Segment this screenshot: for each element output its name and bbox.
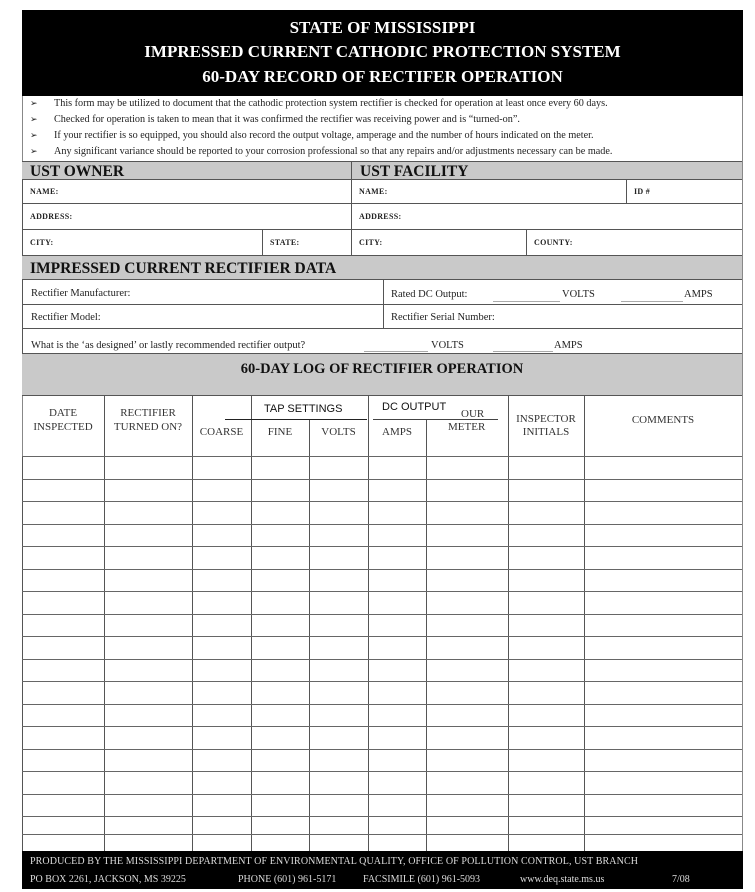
col-hour-meter-label-1: OUR (461, 408, 485, 420)
ust-facility-header (351, 161, 742, 179)
log-cell-amps[interactable] (368, 592, 426, 614)
log-cell-coarse[interactable] (192, 772, 251, 794)
arrow-bullet-icon: ➢ (30, 99, 38, 109)
owner-address-label: ADDRESS: (30, 211, 73, 221)
log-cell-date-inspected[interactable] (22, 592, 104, 614)
designed-volts-blank[interactable] (364, 351, 428, 352)
log-cell-coarse[interactable] (192, 547, 251, 569)
log-cell-comments[interactable] (584, 525, 742, 547)
log-cell-date-inspected[interactable] (22, 615, 104, 637)
log-cell-amps[interactable] (368, 750, 426, 772)
col-date-label-1: DATE (48, 407, 78, 419)
log-cell-inspector-initials[interactable] (508, 615, 584, 637)
log-cell-inspector-initials[interactable] (508, 660, 584, 682)
log-cell-comments[interactable] (584, 682, 742, 704)
ust-owner-heading: UST OWNER (30, 163, 125, 180)
log-row (22, 794, 742, 817)
log-row (22, 479, 742, 502)
log-cell-coarse[interactable] (192, 480, 251, 502)
log-row (22, 591, 742, 614)
tap-settings-rule (225, 419, 367, 420)
log-cell-fine[interactable] (251, 570, 309, 592)
owner-city-label: CITY: (30, 237, 54, 247)
log-cell-comments[interactable] (584, 480, 742, 502)
title-record: 60-DAY RECORD OF RECTIFER OPERATION (202, 67, 563, 86)
log-cell-rectifier-turned-on[interactable] (104, 525, 192, 547)
log-cell-volts[interactable] (309, 502, 368, 524)
log-row (22, 771, 742, 794)
log-cell-rectifier-turned-on[interactable] (104, 835, 192, 852)
log-cell-hour-meter[interactable] (426, 480, 508, 502)
log-cell-volts[interactable] (309, 457, 368, 479)
log-cell-hour-meter[interactable] (426, 705, 508, 727)
owner-state-label: STATE: (270, 237, 300, 247)
instruction-item (22, 96, 742, 112)
log-row (22, 569, 742, 592)
col-inspector-label-2: INITIALS (522, 426, 570, 438)
log-cell-comments[interactable] (584, 592, 742, 614)
log-row (22, 614, 742, 637)
log-cell-inspector-initials[interactable] (508, 750, 584, 772)
log-cell-comments[interactable] (584, 705, 742, 727)
log-cell-volts[interactable] (309, 835, 368, 852)
designed-output-field[interactable] (22, 328, 742, 353)
log-row (22, 636, 742, 659)
rated-dc-output-label: Rated DC Output: (391, 289, 468, 300)
log-cell-rectifier-turned-on[interactable] (104, 457, 192, 479)
log-cell-hour-meter[interactable] (426, 750, 508, 772)
col-amps-label: AMPS (382, 426, 412, 438)
arrow-bullet-icon: ➢ (30, 147, 38, 157)
log-cell-date-inspected[interactable] (22, 750, 104, 772)
log-cell-date-inspected[interactable] (22, 795, 104, 817)
log-cell-hour-meter[interactable] (426, 835, 508, 852)
owner-name-label: NAME: (30, 186, 59, 196)
title-state: STATE OF MISSISSIPPI (289, 18, 476, 37)
log-cell-hour-meter[interactable] (426, 817, 508, 834)
log-cell-coarse[interactable] (192, 592, 251, 614)
log-cell-fine[interactable] (251, 772, 309, 794)
footer-website[interactable]: www.deq.state.ms.us (520, 874, 605, 885)
log-cell-amps[interactable] (368, 772, 426, 794)
instruction-item (22, 144, 742, 160)
facility-name-label: NAME: (359, 186, 388, 196)
log-cell-fine[interactable] (251, 457, 309, 479)
log-cell-date-inspected[interactable] (22, 660, 104, 682)
rectifier-model-field[interactable] (22, 304, 383, 328)
log-cell-hour-meter[interactable] (426, 772, 508, 794)
log-cell-volts[interactable] (309, 705, 368, 727)
log-cell-date-inspected[interactable] (22, 817, 104, 834)
owner-state-field[interactable] (262, 229, 351, 255)
footer-produced-by: PRODUCED BY THE MISSISSIPPI DEPARTMENT OF ENVIRONMENTAL QUALITY, OFFICE OF POLLUTION CONTROL, UST BRANCH (30, 856, 639, 867)
rated-amps-blank[interactable] (621, 301, 683, 302)
log-cell-comments[interactable] (584, 772, 742, 794)
col-hour-meter-label-2: METER (448, 421, 486, 433)
log-cell-fine[interactable] (251, 525, 309, 547)
log-cell-volts[interactable] (309, 547, 368, 569)
log-cell-comments[interactable] (584, 502, 742, 524)
log-cell-coarse[interactable] (192, 750, 251, 772)
rated-amps-unit: AMPS (684, 289, 713, 300)
log-cell-hour-meter[interactable] (426, 637, 508, 659)
log-cell-coarse[interactable] (192, 637, 251, 659)
log-cell-rectifier-turned-on[interactable] (104, 682, 192, 704)
log-cell-date-inspected[interactable] (22, 480, 104, 502)
log-cell-hour-meter[interactable] (426, 727, 508, 749)
log-cell-comments[interactable] (584, 727, 742, 749)
rule-line (309, 419, 310, 457)
facility-county-label: COUNTY: (534, 237, 573, 247)
instruction-text: Checked for operation is taken to mean that it was confirmed the rectifier was receiving power and is “turned-on”. (54, 114, 520, 125)
log-cell-rectifier-turned-on[interactable] (104, 637, 192, 659)
col-turned-on-label-2: TURNED ON? (113, 421, 183, 433)
col-volts-label: VOLTS (321, 426, 356, 438)
log-cell-coarse[interactable] (192, 817, 251, 834)
owner-address-field[interactable] (22, 203, 351, 229)
ust-owner-header (22, 161, 351, 179)
log-cell-coarse[interactable] (192, 457, 251, 479)
log-cell-coarse[interactable] (192, 615, 251, 637)
col-comments-label: COMMENTS (631, 414, 695, 426)
log-cell-inspector-initials[interactable] (508, 795, 584, 817)
facility-address-field[interactable] (351, 203, 742, 229)
instruction-item (22, 128, 742, 144)
log-cell-fine[interactable] (251, 480, 309, 502)
designed-volts-unit: VOLTS (431, 340, 464, 351)
log-cell-date-inspected[interactable] (22, 637, 104, 659)
log-cell-fine[interactable] (251, 727, 309, 749)
log-row (22, 816, 742, 834)
log-cell-hour-meter[interactable] (426, 525, 508, 547)
dc-output-label: DC OUTPUT (382, 401, 447, 413)
rule-line (426, 419, 427, 457)
facility-address-label: ADDRESS: (359, 211, 402, 221)
owner-city-field[interactable] (22, 229, 262, 255)
log-cell-fine[interactable] (251, 592, 309, 614)
col-turned-on-label-1: RECTIFIER (120, 407, 176, 419)
log-row (22, 501, 742, 524)
log-cell-inspector-initials[interactable] (508, 480, 584, 502)
log-cell-amps[interactable] (368, 480, 426, 502)
rectifier-manufacturer-label: Rectifier Manufacturer: (31, 288, 131, 299)
log-cell-amps[interactable] (368, 835, 426, 852)
log-cell-date-inspected[interactable] (22, 772, 104, 794)
log-cell-amps[interactable] (368, 660, 426, 682)
log-cell-volts[interactable] (309, 727, 368, 749)
footer-revision: 7/08 (672, 874, 690, 885)
log-cell-fine[interactable] (251, 615, 309, 637)
log-cell-fine[interactable] (251, 750, 309, 772)
col-coarse-label: COARSE (199, 426, 244, 438)
rated-volts-blank[interactable] (493, 301, 560, 302)
log-cell-comments[interactable] (584, 547, 742, 569)
log-cell-volts[interactable] (309, 592, 368, 614)
designed-amps-unit: AMPS (554, 340, 583, 351)
log-cell-volts[interactable] (309, 660, 368, 682)
log-cell-amps[interactable] (368, 457, 426, 479)
log-cell-rectifier-turned-on[interactable] (104, 750, 192, 772)
log-cell-hour-meter[interactable] (426, 592, 508, 614)
instruction-text: Any significant variance should be reported to your corrosion professional so that any repairs and/or adjustments necessary can be made. (54, 146, 613, 157)
log-cell-inspector-initials[interactable] (508, 705, 584, 727)
log-cell-inspector-initials[interactable] (508, 727, 584, 749)
log-cell-hour-meter[interactable] (426, 682, 508, 704)
log-column-headers (22, 395, 742, 456)
log-cell-inspector-initials[interactable] (508, 547, 584, 569)
log-cell-fine[interactable] (251, 660, 309, 682)
log-cell-amps[interactable] (368, 615, 426, 637)
log-cell-coarse[interactable] (192, 660, 251, 682)
log-cell-hour-meter[interactable] (426, 795, 508, 817)
log-cell-inspector-initials[interactable] (508, 592, 584, 614)
rule-line (584, 396, 585, 457)
footer (22, 851, 743, 889)
log-cell-amps[interactable] (368, 795, 426, 817)
designed-amps-blank[interactable] (493, 351, 553, 352)
rectifier-serial-label: Rectifier Serial Number: (391, 312, 495, 323)
log-cell-inspector-initials[interactable] (508, 570, 584, 592)
log-cell-hour-meter[interactable] (426, 570, 508, 592)
arrow-bullet-icon: ➢ (30, 131, 38, 141)
log-cell-comments[interactable] (584, 795, 742, 817)
facility-id-field[interactable] (626, 179, 742, 203)
title-system: IMPRESSED CURRENT CATHODIC PROTECTION SYSTEM (144, 42, 621, 61)
facility-id-label: ID # (634, 186, 651, 196)
log-cell-fine[interactable] (251, 637, 309, 659)
log-cell-rectifier-turned-on[interactable] (104, 772, 192, 794)
log-cell-comments[interactable] (584, 750, 742, 772)
log-cell-volts[interactable] (309, 637, 368, 659)
log-cell-date-inspected[interactable] (22, 502, 104, 524)
log-row (22, 749, 742, 772)
log-cell-date-inspected[interactable] (22, 835, 104, 852)
log-cell-inspector-initials[interactable] (508, 817, 584, 834)
log-cell-fine[interactable] (251, 795, 309, 817)
log-heading: 60-DAY LOG OF RECTIFIER OPERATION (240, 361, 524, 377)
log-cell-fine[interactable] (251, 705, 309, 727)
rectifier-manufacturer-field[interactable] (22, 279, 383, 304)
log-cell-rectifier-turned-on[interactable] (104, 502, 192, 524)
log-cell-coarse[interactable] (192, 570, 251, 592)
log-cell-date-inspected[interactable] (22, 457, 104, 479)
log-cell-inspector-initials[interactable] (508, 525, 584, 547)
log-cell-inspector-initials[interactable] (508, 682, 584, 704)
log-cell-coarse[interactable] (192, 835, 251, 852)
log-cell-inspector-initials[interactable] (508, 502, 584, 524)
log-row (22, 524, 742, 547)
log-cell-inspector-initials[interactable] (508, 637, 584, 659)
log-cell-fine[interactable] (251, 835, 309, 852)
log-cell-rectifier-turned-on[interactable] (104, 480, 192, 502)
log-cell-rectifier-turned-on[interactable] (104, 592, 192, 614)
footer-phone: PHONE (601) 961-5171 (238, 874, 337, 885)
log-cell-fine[interactable] (251, 817, 309, 834)
log-cell-comments[interactable] (584, 457, 742, 479)
rated-volts-unit: VOLTS (562, 289, 595, 300)
log-cell-date-inspected[interactable] (22, 727, 104, 749)
facility-county-field[interactable] (526, 229, 742, 255)
log-cell-comments[interactable] (584, 637, 742, 659)
log-cell-amps[interactable] (368, 637, 426, 659)
log-cell-rectifier-turned-on[interactable] (104, 547, 192, 569)
log-cell-hour-meter[interactable] (426, 502, 508, 524)
log-cell-hour-meter[interactable] (426, 615, 508, 637)
log-cell-comments[interactable] (584, 817, 742, 834)
log-row (22, 456, 742, 479)
log-row (22, 659, 742, 682)
log-cell-date-inspected[interactable] (22, 547, 104, 569)
col-date-label-2: INSPECTED (33, 421, 93, 433)
log-cell-rectifier-turned-on[interactable] (104, 615, 192, 637)
log-cell-comments[interactable] (584, 615, 742, 637)
arrow-bullet-icon: ➢ (30, 115, 38, 125)
facility-city-field[interactable] (351, 229, 526, 255)
log-cell-volts[interactable] (309, 480, 368, 502)
rated-dc-output-field[interactable] (383, 279, 742, 304)
log-cell-coarse[interactable] (192, 502, 251, 524)
rectifier-data-heading: IMPRESSED CURRENT RECTIFIER DATA (30, 260, 337, 277)
log-cell-rectifier-turned-on[interactable] (104, 570, 192, 592)
log-cell-hour-meter[interactable] (426, 457, 508, 479)
log-cell-amps[interactable] (368, 727, 426, 749)
log-cell-volts[interactable] (309, 795, 368, 817)
log-cell-coarse[interactable] (192, 525, 251, 547)
log-cell-amps[interactable] (368, 502, 426, 524)
log-cell-volts[interactable] (309, 525, 368, 547)
log-cell-fine[interactable] (251, 682, 309, 704)
log-cell-date-inspected[interactable] (22, 705, 104, 727)
log-cell-amps[interactable] (368, 817, 426, 834)
col-inspector-label-1: INSPECTOR (516, 413, 576, 425)
log-cell-date-inspected[interactable] (22, 682, 104, 704)
log-cell-date-inspected[interactable] (22, 525, 104, 547)
log-cell-amps[interactable] (368, 682, 426, 704)
log-cell-inspector-initials[interactable] (508, 835, 584, 852)
log-cell-rectifier-turned-on[interactable] (104, 705, 192, 727)
log-cell-amps[interactable] (368, 570, 426, 592)
instruction-text: This form may be utilized to document that the cathodic protection system rectifier is checked for operation at least once every 60 days. (54, 98, 608, 109)
log-cell-comments[interactable] (584, 835, 742, 852)
log-cell-volts[interactable] (309, 682, 368, 704)
log-header-band (22, 353, 742, 395)
log-row (22, 546, 742, 569)
log-cell-coarse[interactable] (192, 727, 251, 749)
log-cell-amps[interactable] (368, 705, 426, 727)
log-cell-amps[interactable] (368, 525, 426, 547)
owner-name-field[interactable] (22, 179, 351, 203)
rectifier-data-header (22, 255, 742, 279)
log-cell-coarse[interactable] (192, 682, 251, 704)
log-cell-rectifier-turned-on[interactable] (104, 817, 192, 834)
log-cell-amps[interactable] (368, 547, 426, 569)
footer-address: PO BOX 2261, JACKSON, MS 39225 (30, 874, 186, 885)
log-cell-coarse[interactable] (192, 705, 251, 727)
log-row (22, 704, 742, 727)
log-cell-volts[interactable] (309, 817, 368, 834)
log-cell-fine[interactable] (251, 547, 309, 569)
log-cell-coarse[interactable] (192, 795, 251, 817)
log-cell-comments[interactable] (584, 660, 742, 682)
log-cell-rectifier-turned-on[interactable] (104, 660, 192, 682)
designed-output-question: What is the ‘as designed’ or lastly recommended rectifier output? (31, 340, 306, 351)
col-fine-label: FINE (267, 426, 293, 438)
tap-settings-label: TAP SETTINGS (264, 403, 343, 415)
facility-name-field[interactable] (351, 179, 626, 203)
footer-fax: FACSIMILE (601) 961-5093 (363, 874, 481, 885)
log-cell-hour-meter[interactable] (426, 547, 508, 569)
log-row (22, 726, 742, 749)
log-row (22, 681, 742, 704)
log-cell-fine[interactable] (251, 502, 309, 524)
log-cell-volts[interactable] (309, 570, 368, 592)
log-cell-volts[interactable] (309, 772, 368, 794)
title-banner (22, 10, 743, 96)
log-cell-rectifier-turned-on[interactable] (104, 795, 192, 817)
log-cell-inspector-initials[interactable] (508, 457, 584, 479)
log-cell-rectifier-turned-on[interactable] (104, 727, 192, 749)
instruction-text: If your rectifier is so equipped, you should also record the output voltage, amperage and the number of hours indicated on the meter. (54, 130, 594, 141)
facility-city-label: CITY: (359, 237, 383, 247)
rectifier-model-label: Rectifier Model: (31, 312, 101, 323)
log-cell-volts[interactable] (309, 615, 368, 637)
ust-facility-heading: UST FACILITY (360, 163, 469, 180)
log-cell-comments[interactable] (584, 570, 742, 592)
log-cell-inspector-initials[interactable] (508, 772, 584, 794)
rectifier-serial-field[interactable] (383, 304, 742, 328)
log-cell-hour-meter[interactable] (426, 660, 508, 682)
log-cell-date-inspected[interactable] (22, 570, 104, 592)
log-cell-volts[interactable] (309, 750, 368, 772)
log-row (22, 834, 742, 852)
instruction-item (22, 112, 742, 128)
